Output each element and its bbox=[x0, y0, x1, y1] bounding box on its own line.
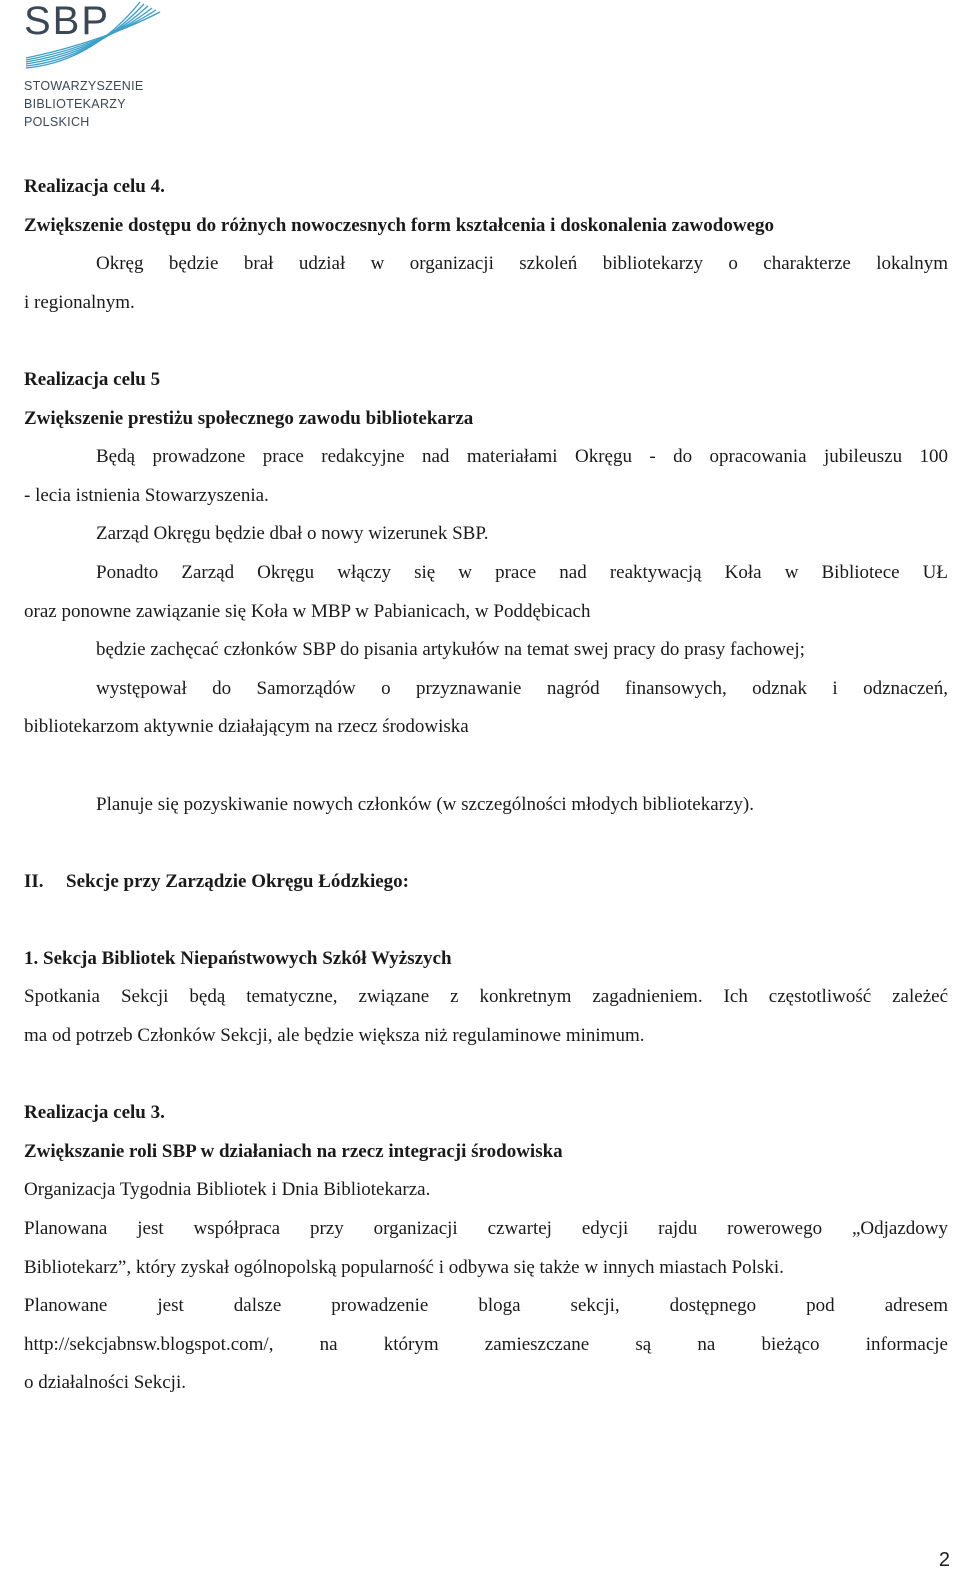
logo-line-3: POLSKICH bbox=[24, 115, 90, 129]
logo-line-1: STOWARZYSZENIE bbox=[24, 79, 144, 93]
goal3-paragraph-1: Organizacja Tygodnia Bibliotek i Dnia Bibliotekarza. bbox=[24, 1179, 431, 1201]
section-2-1-paragraph-line-2: ma od potrzeb Członków Sekcji, ale będzie większa niż regulaminowe minimum. bbox=[24, 1025, 645, 1047]
goal3-subheading: Zwiększanie roli SBP w działaniach na rzecz integracji środowiska bbox=[24, 1140, 563, 1162]
goal5-paragraph-2: Zarząd Okręgu będzie dbał o nowy wizerunek SBP. bbox=[96, 523, 489, 545]
section-2-heading bbox=[24, 867, 948, 906]
goal5-paragraph-4: będzie zachęcać członków SBP do pisania artykułów na temat swej pracy do prasy fachowej; bbox=[96, 639, 805, 661]
goal5-subheading: Zwiększenie prestiżu społecznego zawodu bibliotekarza bbox=[24, 407, 474, 429]
goal4-heading: Realizacja celu 4. bbox=[24, 176, 165, 197]
goal3-paragraph-3-line-1: Planowane jest dalsze prowadzenie bloga sekcji, dostępnego pod adresem bbox=[24, 1295, 948, 1317]
section-2-1-heading: 1. Sekcja Bibliotek Niepaństwowych Szkół Wyższych bbox=[24, 947, 452, 969]
goal5-paragraph-1-line-2: - lecia istnienia Stowarzyszenia. bbox=[24, 484, 269, 506]
goal5-paragraph-5-line-1: występował do Samorządów o przyznawanie nagród finansowych, odznak i odznaczeń, bbox=[96, 677, 948, 699]
sbp-logo-letters: SBP bbox=[24, 0, 111, 43]
goal3-paragraph-3-line-3: o działalności Sekcji. bbox=[24, 1372, 186, 1394]
goal4-paragraph-line-1: Okręg będzie brał udział w organizacji szkoleń bibliotekarzy o charakterze lokalnym bbox=[96, 253, 948, 275]
goal5-paragraph-3-line-1: Ponadto Zarząd Okręgu włączy się w prace nad reaktywacją Koła w Bibliotece UŁ bbox=[96, 561, 948, 583]
goal5-paragraph-3-line-2: oraz ponowne zawiązanie się Koła w MBP w Pabianicach, w Poddębicach bbox=[24, 600, 591, 622]
logo-line-2: BIBLIOTEKARZY bbox=[24, 97, 126, 111]
section-2-title: Sekcje przy Zarządzie Okręgu Łódzkiego: bbox=[66, 870, 410, 892]
goal4-subheading: Zwiększenie dostępu do różnych nowoczesnych form kształcenia i doskonalenia zawodowego bbox=[24, 214, 774, 236]
goal5-paragraph-5-line-2: bibliotekarzom aktywnie działającym na rzecz środowiska bbox=[24, 716, 469, 738]
goal5-paragraph-1-line-1: Będą prowadzone prace redakcyjne nad materiałami Okręgu - do opracowania jubileuszu 100 bbox=[96, 446, 948, 468]
goal3-heading: Realizacja celu 3. bbox=[24, 1102, 165, 1124]
page-number: 2 bbox=[938, 1549, 950, 1571]
sbp-logo bbox=[22, 0, 192, 140]
goal3-paragraph-2-line-2: Bibliotekarz”, który zyskał ogólnopolską popularność i odbywa się także w innych miastach Polski. bbox=[24, 1256, 784, 1278]
section-2-1-paragraph-line-1: Spotkania Sekcji będą tematyczne, związane z konkretnym zagadnieniem. Ich częstotliwość zależeć bbox=[24, 986, 948, 1008]
goal5-heading: Realizacja celu 5 bbox=[24, 368, 161, 390]
sbp-logo-mark bbox=[22, 0, 192, 80]
goal3-paragraph-3-line-2: http://sekcjabnsw.blogspot.com/, na którym zamieszczane są na bieżąco informacje bbox=[24, 1333, 948, 1355]
goal4-paragraph-line-2: i regionalnym. bbox=[24, 291, 135, 313]
document-body bbox=[24, 172, 948, 1407]
goal5-paragraph-6: Planuje się pozyskiwanie nowych członków (w szczególności młodych bibliotekarzy). bbox=[96, 793, 754, 815]
goal3-paragraph-2-line-1: Planowana jest współpraca przy organizacji czwartej edycji rajdu rowerowego „Odjazdowy bbox=[24, 1218, 948, 1240]
section-2-number: II. bbox=[24, 870, 44, 892]
